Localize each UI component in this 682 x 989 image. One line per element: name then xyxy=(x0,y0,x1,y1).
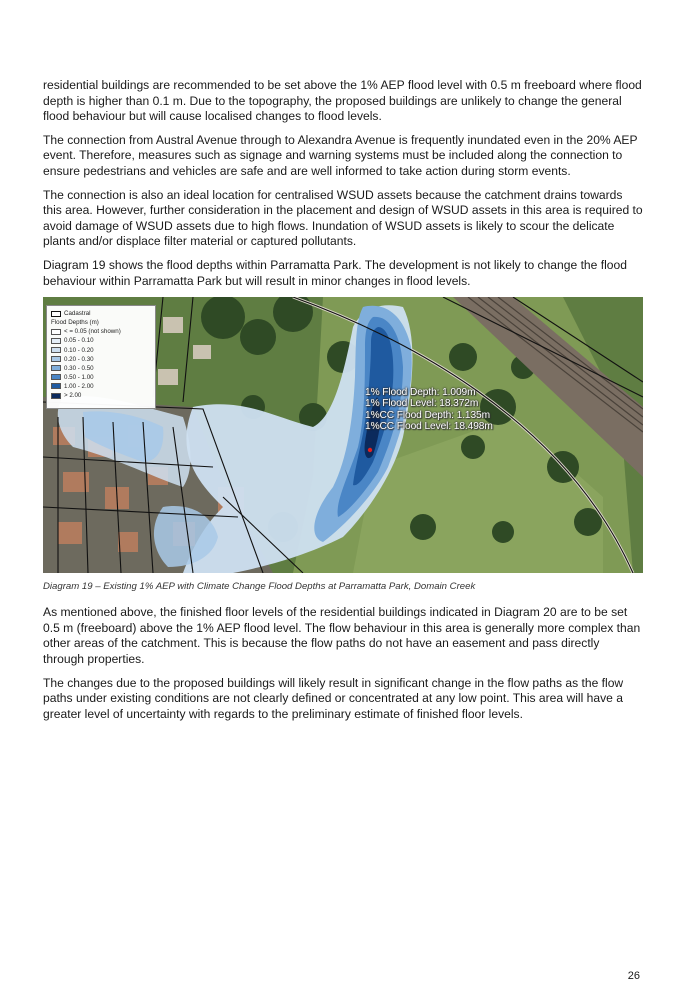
document-body xyxy=(43,78,643,730)
legend-swatch xyxy=(51,393,61,399)
legend-item xyxy=(51,355,151,364)
legend-item xyxy=(51,373,151,382)
figure-caption: Diagram 19 – Existing 1% AEP with Climate Change Flood Depths at Parramatta Park, Domain Creek xyxy=(43,581,476,593)
flood-level-label: 1% Flood Level: 18.372m xyxy=(365,398,479,410)
paragraph: The connection from Austral Avenue through to Alexandra Avenue is frequently inundated even in the 20% AEP event. Therefore, measures such as signage and warning systems must be included along the connection to ensure pedestrians and vehicles are safe and are well informed to take action during storm events. xyxy=(43,132,638,178)
legend-label: 0.50 - 1.00 xyxy=(64,373,94,381)
legend-title: Flood Depths (m) xyxy=(51,319,99,327)
legend-item xyxy=(51,391,151,400)
legend-swatch xyxy=(51,383,61,389)
legend-label: Cadastral xyxy=(64,310,91,318)
legend-item xyxy=(51,336,151,345)
paragraph: The changes due to the proposed buildings will likely result in significant change in the flow paths as the flow paths under existing conditions are not clearly defined or concentrated at any low point. This area will have a greater level of uncertainty with regards to the preliminary estimate of finished floor levels. xyxy=(43,675,624,721)
page-number: 26 xyxy=(627,970,640,982)
legend-swatch xyxy=(51,329,61,335)
legend-label: < = 0.05 (not shown) xyxy=(64,328,121,336)
legend-swatch xyxy=(51,365,61,371)
legend-item xyxy=(51,382,151,391)
legend-label: > 2.00 xyxy=(64,391,82,399)
cc-flood-depth-label: 1%CC Flood Depth: 1.135m xyxy=(365,409,491,421)
legend-swatch xyxy=(51,347,61,353)
paragraph: As mentioned above, the finished floor levels of the residential buildings indicated in Diagram 20 are to be set 0.5 m (freeboard) above the 1% AEP flood level. The flow behaviour in this area is generally more complex than other areas of the catchment. This is because the flow paths do not have an easement and pass directly through properties. xyxy=(43,605,641,666)
legend-swatch xyxy=(51,338,61,344)
legend-swatch xyxy=(51,374,61,380)
legend-label: 0.05 - 0.10 xyxy=(64,337,94,345)
paragraph: The connection is also an ideal location for centralised WSUD assets because the catchment drains towards this area. However, further consideration in the placement and design of WSUD assets in this area is required to avoid damage of WSUD assets due to high flows. Inundation of WSUD assets is likely to scour the delicate plants and/or displace filter material or captured pollutants. xyxy=(43,187,643,249)
flood-level-annotation xyxy=(365,387,493,432)
legend-label: 0.10 - 0.20 xyxy=(64,346,94,354)
cadastral-swatch xyxy=(51,311,61,317)
map-legend xyxy=(46,305,156,409)
flood-depth-map xyxy=(43,297,643,573)
flood-depth-label: 1% Flood Depth: 1.009m xyxy=(365,387,476,399)
legend-label: 0.30 - 0.50 xyxy=(64,364,94,372)
paragraph: Diagram 19 shows the flood depths within Parramatta Park. The development is not likely to change the flood behaviour within Parramatta Park but will result in minor changes in flood levels. xyxy=(43,257,627,288)
paragraph: residential buildings are recommended to be set above the 1% AEP flood level with 0.5 m freeboard where flood depth is higher than 0.1 m. Due to the topography, the proposed buildings are unlikely to change the general flood behaviour but will cause localised changes to flood levels. xyxy=(43,78,642,124)
legend-item xyxy=(51,327,151,336)
legend-items xyxy=(51,327,151,400)
legend-item xyxy=(51,364,151,373)
legend-cadastral xyxy=(51,309,151,318)
legend-label: 0.20 - 0.30 xyxy=(64,355,94,363)
cc-flood-level-label: 1%CC Flood Level: 18.498m xyxy=(365,420,493,432)
legend-swatch xyxy=(51,356,61,362)
legend-label: 1.00 - 2.00 xyxy=(64,382,94,390)
legend-item xyxy=(51,346,151,355)
